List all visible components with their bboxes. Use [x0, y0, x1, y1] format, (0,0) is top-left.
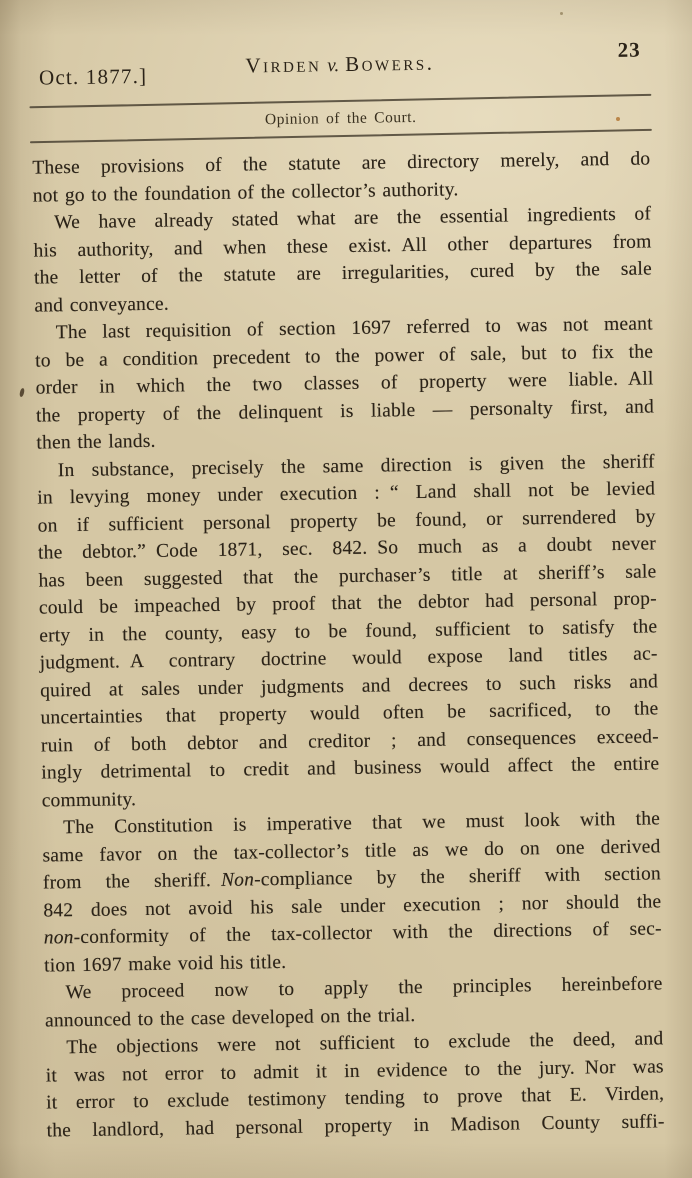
text-line: his authority, and when these exist. All other departures from: [33, 230, 652, 262]
text-line: 842 does not avoid his sale under execution ; nor should the: [43, 890, 662, 922]
text-line: the landlord, had personal property in Madison County suffi-: [46, 1110, 665, 1142]
text-line: has been suggested that the purchaser’s title at sheriff’s sale: [38, 560, 657, 592]
paragraph: [35, 310, 655, 457]
text-line: from the sheriff. Non-compliance by the sheriff with section: [42, 863, 662, 894]
text-line: could be impeached by proof that the debtor had personal prop-: [38, 588, 657, 619]
text-line: The last requisition of section 1697 referred to was not meant: [55, 313, 653, 344]
paper-speck: [616, 117, 620, 121]
case-party-plaintiff: Virden: [245, 52, 322, 78]
case-party-defendant: Bowers.: [344, 50, 435, 76]
text-line: erty in the county, easy to be found, sufficient to satisfy the: [39, 615, 658, 647]
text-line: to be a condition precedent to the power of sale, but to fix the: [35, 340, 654, 372]
text-line: We proceed now to apply the principles hereinbefore: [65, 973, 663, 1004]
text-line: The Constitution is imperative that we must look with the: [62, 808, 661, 839]
text-line: The objections were not sufficient to exclude the deed, and: [66, 1028, 664, 1059]
text-line: it error to exclude testimony tending to prove that E. Virden,: [46, 1083, 665, 1114]
text-line: not go to the foundation of the collector’s authority.: [32, 178, 459, 207]
text-line: same favor on the tax-collector’s title as we do on one derived: [42, 835, 661, 867]
text-line: in levying money under execution : “ Land shall not be levied: [37, 478, 656, 509]
text-line: quired at sales under judgments and decrees to such risks and: [39, 670, 659, 702]
paragraph: [37, 448, 660, 815]
text-line: tion 1697 make void his title.: [44, 951, 287, 977]
paragraph: [44, 970, 663, 1034]
page-number: 23: [617, 37, 641, 62]
text-line: non-conformity of the tax-collector with the directions of sec-: [43, 918, 662, 949]
text-line: In substance, precisely the same direction is given the sheriff: [57, 450, 655, 481]
page-content: [29, 37, 667, 1144]
paragraph: [33, 200, 653, 319]
paragraph: [32, 145, 651, 209]
case-title: [245, 51, 434, 79]
paragraph: [45, 1025, 665, 1144]
text-line: announced to the case developed on the trial.: [44, 1004, 416, 1032]
section-label: Opinion of the Court.: [264, 108, 417, 129]
text-line: and conveyance.: [34, 293, 169, 317]
text-line: it was not error to admit it in evidence to the jury. Nor was: [45, 1055, 664, 1087]
paragraph: [42, 805, 662, 979]
text-line: ruin of both debtor and creditor ; and consequences exceed-: [40, 725, 660, 757]
versus-abbrev: v.: [327, 55, 340, 77]
text-line: then the lands.: [36, 430, 156, 454]
header-date: Oct. 1877.]: [38, 63, 148, 90]
opinion-body: [30, 145, 667, 1144]
text-line: These provisions of the statute are directory merely, and do: [32, 148, 651, 179]
text-line: the debtor.” Code 1871, sec. 842. So much as a doubt never: [37, 533, 657, 564]
paper-speck: [560, 12, 563, 15]
text-line: the property of the delinquent is liable — personalty first, and: [35, 395, 655, 427]
text-line: on if sufficient personal property be found, or surrendered by: [37, 505, 656, 537]
text-line: uncertainties that property would often be sacrificed, to the: [40, 698, 659, 729]
text-line: the letter of the statute are irregularities, cured by the sale: [33, 258, 653, 289]
text-line: We have already stated what are the essential ingredients of: [54, 203, 652, 234]
paper-fleck: [19, 388, 25, 398]
text-line: order in which the two classes of property were liable. All: [35, 368, 654, 399]
text-line: ingly detrimental to credit and business would affect the entire: [41, 753, 660, 784]
text-line: community.: [41, 788, 137, 812]
text-line: judgment. A contrary doctrine would expose land titles ac-: [39, 643, 658, 674]
